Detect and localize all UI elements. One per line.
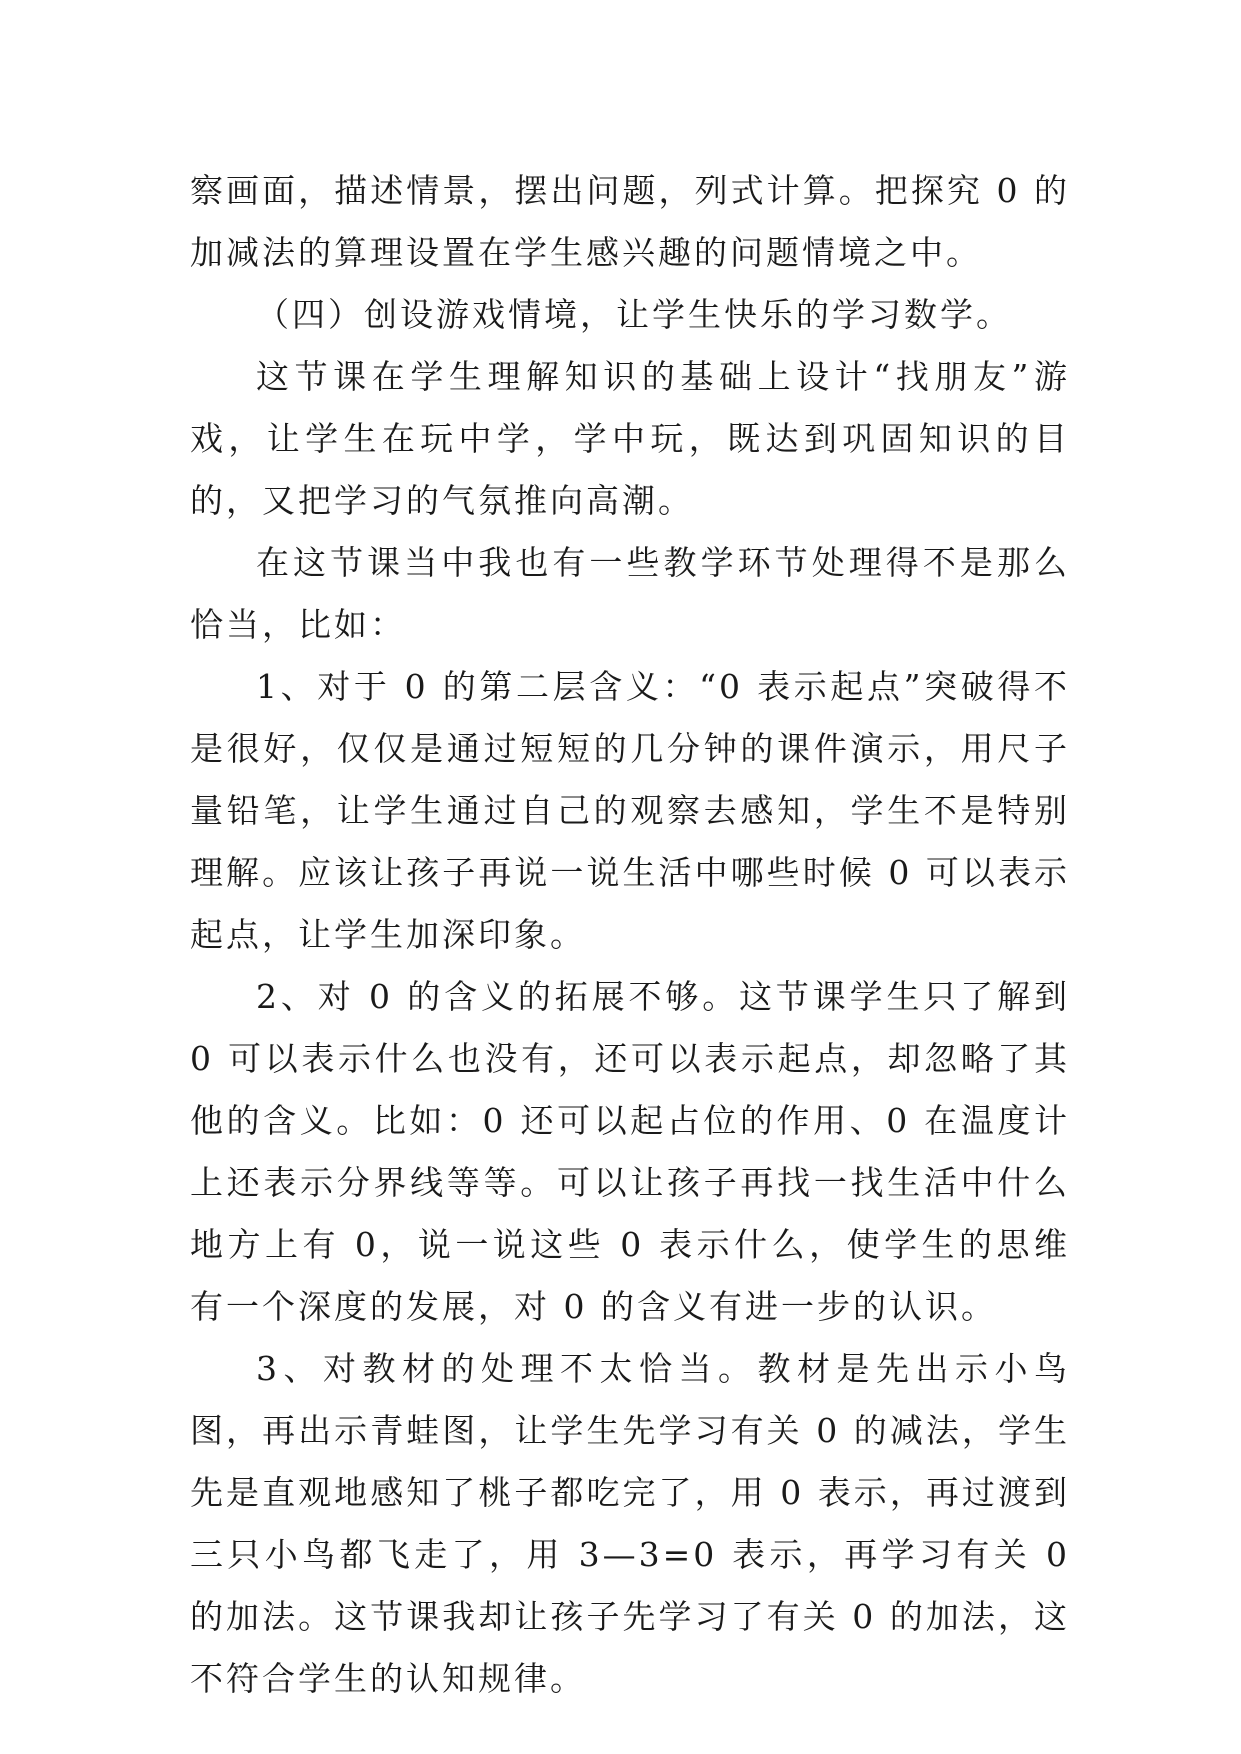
paragraph-continued-calculation: 察画面，描述情景，摆出问题，列式计算。把探究 0 的加减法的算理设置在学生感兴趣的问题情境之中。: [190, 171, 1070, 272]
document-body: [190, 160, 1070, 1710]
paragraph-point-2: 2、对 0 的含义的拓展不够。这节课学生只了解到 0 可以表示什么也没有，还可以表示起点，却忽略了其他的含义。比如：0 还可以起占位的作用、0 在温度计上还表示分界线等等。可以让孩子再找一找生活中什么地方上有 0，说一说这些 0 表示什么，使学生的思维有一个深度的发展，对 0 的含义有进一步的认识。: [190, 977, 1070, 1326]
paragraph-shortcomings-intro: 在这节课当中我也有一些教学环节处理得不是那么恰当，比如：: [190, 543, 1070, 644]
paragraph-point-3: 3、对教材的处理不太恰当。教材是先出示小鸟图，再出示青蛙图，让学生先学习有关 0 的减法，学生先是直观地感知了桃子都吃完了，用 0 表示，再过渡到三只小鸟都飞走了，用 3—3=0 表示，再学习有关 0 的加法。这节课我却让孩子先学习了有关 0 的加法，这不符合学生的认知规律。: [190, 1349, 1070, 1698]
paragraph-heading-game-context: （四）创设游戏情境，让学生快乐的学习数学。: [256, 295, 1012, 334]
paragraph-point-1: 1、对于 0 的第二层含义：“0 表示起点”突破得不是很好，仅仅是通过短短的几分钟的课件演示，用尺子量铅笔，让学生通过自己的观察去感知，学生不是特别理解。应该让孩子再说一说生活中哪些时候 0 可以表示起点，让学生加深印象。: [190, 667, 1070, 954]
paragraph-find-friends-game: 这节课在学生理解知识的基础上设计“找朋友”游戏，让学生在玩中学，学中玩，既达到巩固知识的目的，又把学习的气氛推向高潮。: [190, 357, 1070, 520]
